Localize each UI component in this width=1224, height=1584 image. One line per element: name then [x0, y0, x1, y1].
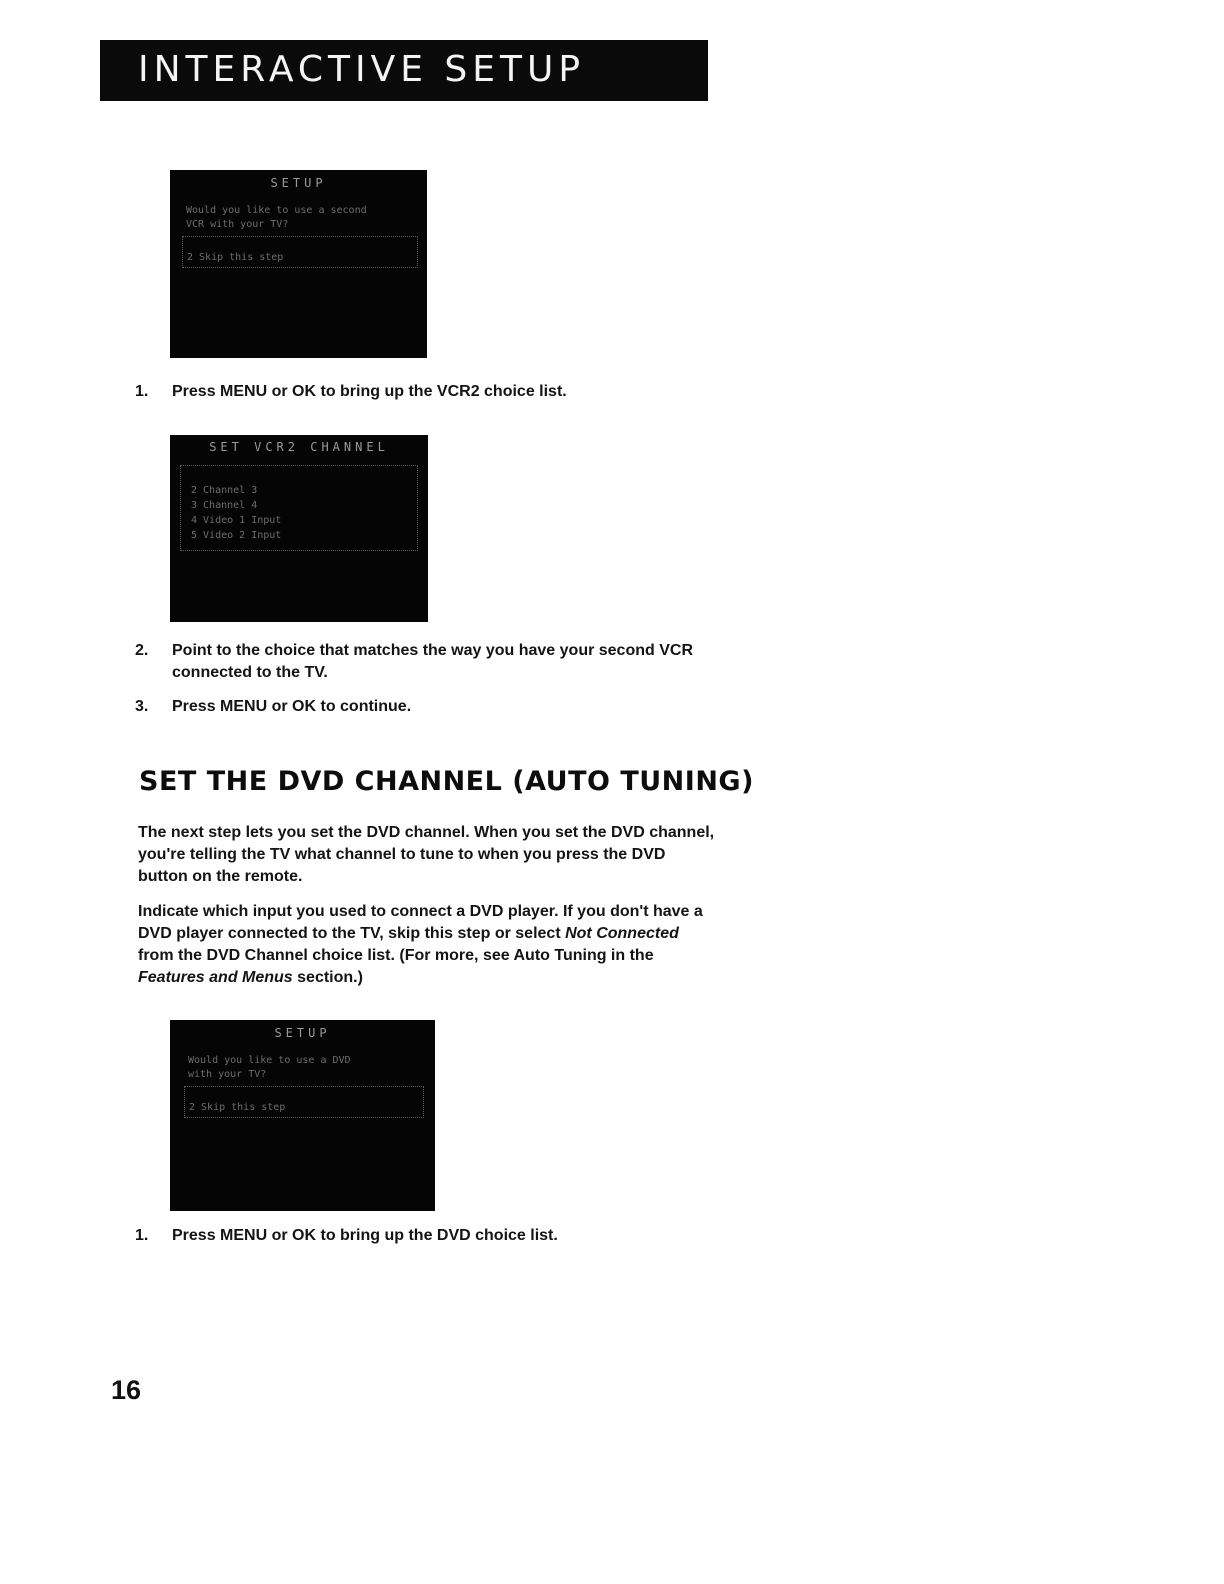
- screen-option-box: [182, 236, 418, 268]
- screen-option: 5 Video 2 Input: [191, 530, 282, 541]
- screen-option-box: [184, 1086, 424, 1118]
- header-bar: [100, 40, 708, 101]
- screen-question: Would you like to use a second VCR with your TV?: [186, 205, 367, 230]
- step-text: Press MENU or OK to bring up the DVD choice list.: [172, 1227, 558, 1244]
- page-header-title: INTERACTIVE SETUP: [138, 49, 586, 90]
- step-item: [135, 381, 715, 403]
- screen-option: 2 Channel 3: [191, 485, 258, 496]
- step-item: [135, 640, 715, 684]
- screen-title: SETUP: [274, 1026, 331, 1040]
- paragraph-text: from the DVD Channel choice list. (For more, see Auto Tuning in the: [138, 947, 654, 964]
- screen-option: 2 Skip this step: [189, 1102, 286, 1113]
- tv-screen-set-vcr2-channel: [170, 435, 428, 622]
- tv-screen-setup-vcr2: [170, 170, 427, 358]
- step-number: 1.: [135, 1227, 149, 1244]
- section-heading: SET THE DVD CHANNEL (AUTO TUNING): [139, 766, 754, 797]
- paragraph-text: section.): [292, 969, 363, 986]
- step-text: Press MENU or OK to bring up the VCR2 choice list.: [172, 383, 567, 400]
- step-text: Press MENU or OK to continue.: [172, 698, 412, 715]
- screen-option: 3 Channel 4: [191, 500, 258, 511]
- tv-screen-setup-dvd: [170, 1020, 435, 1211]
- paragraph-text: Indicate which input you used to connect a DVD player. If you don't have a DVD player connected to the TV, skip this step or select: [138, 903, 703, 942]
- body-paragraph: The next step lets you set the DVD channel. When you set the DVD channel, you're telling the TV what channel to tune to when you press the DVD button on the remote.: [138, 824, 715, 885]
- screen-question: Would you like to use a DVD with your TV?: [188, 1055, 351, 1080]
- screen-title: SET VCR2 CHANNEL: [209, 440, 389, 454]
- step-item: [135, 696, 715, 718]
- step-item: [135, 1225, 715, 1247]
- emphasis-text: Features and Menus: [138, 969, 293, 986]
- screen-option: 4 Video 1 Input: [191, 515, 282, 526]
- step-number: 2.: [135, 642, 149, 659]
- screen-option: 2 Skip this step: [187, 252, 284, 263]
- step-text: Point to the choice that matches the way you have your second VCR connected to the TV.: [172, 642, 693, 681]
- screen-option-box: [180, 465, 418, 551]
- emphasis-text: Not Connected: [565, 925, 679, 942]
- screen-title: SETUP: [270, 176, 327, 190]
- step-number: 1.: [135, 383, 149, 400]
- step-number: 3.: [135, 698, 149, 715]
- page-number: 16: [111, 1375, 142, 1405]
- body-paragraph: [138, 901, 718, 989]
